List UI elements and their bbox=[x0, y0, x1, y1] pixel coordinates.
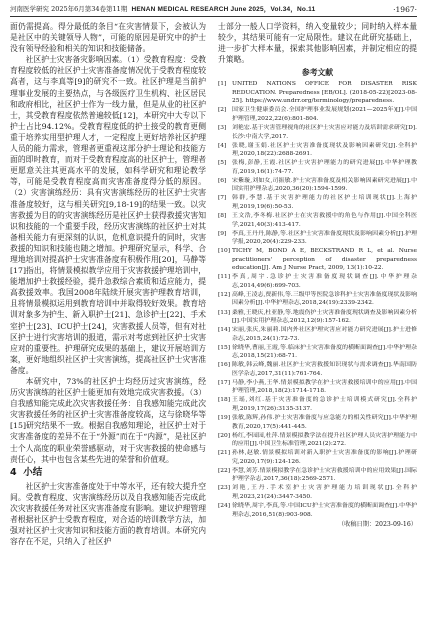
reference-number: [17] bbox=[218, 379, 231, 386]
reference-number: [14] bbox=[218, 327, 231, 334]
reference-item bbox=[218, 326, 417, 343]
reference-number: [4] bbox=[218, 142, 227, 149]
reference-number: [10] bbox=[218, 248, 231, 255]
reference-text: 陈敏,韩云峰,魏丽.社区护士灾害救援知识现状与需求调查[J].华南国防医学杂志,2017,31(11):761-764. bbox=[232, 362, 417, 377]
reference-number: [16] bbox=[218, 362, 231, 369]
reference-item bbox=[218, 502, 417, 519]
reference-item bbox=[218, 159, 417, 176]
reference-item bbox=[218, 273, 417, 290]
reference-number: [7] bbox=[218, 195, 227, 202]
running-header bbox=[10, 4, 417, 17]
reference-number: [11] bbox=[218, 274, 231, 281]
right-column bbox=[218, 21, 417, 619]
reference-text: 桑雅,王晓庆,杜亚静,等.地震伤护士灾害准备度现状调查及影响因素分析[J].中国实用护理杂志,2012,12(9):157-162. bbox=[232, 309, 417, 324]
journal-title bbox=[10, 4, 315, 15]
reference-number: [24] bbox=[218, 503, 231, 510]
reference-text: 韩群,李慧.基于灾害护理能力的社区护士培训现状[J].上海护理,2019,19(6):50-53. bbox=[232, 195, 417, 210]
reference-text: 宋丽,张庆,朱丽莉.国内外社区护理灾害应对能力研究进展[J].护士进修杂志,2015,24(1):72-73. bbox=[232, 327, 417, 342]
reference-item bbox=[218, 344, 417, 361]
body-paragraph: 士部分一般人口学资料，纳入变量较少；同时纳入样本量较少，其结果可能有一定局限性。建议在此研究基础上，进一步扩大样本量，探索其他影响因素，并制定相应的提升策略。 bbox=[218, 22, 417, 65]
reference-text: 张梅,彭静,王霞.社区护士灾害护理能力的研究进展[J].中华护理教育,2019,16(1):74-77. bbox=[232, 160, 417, 175]
reference-text: 徐晓华,曹丽,王霞,等.临床护士灾害准备度的横断面调查[J].中华护理杂志,2018,15(21):68-71. bbox=[232, 344, 417, 360]
reference-text: 李真,王丹丹,陈静,等.社区护士灾害准备度现状及影响因素分析[J].护理学报,2020,20(4):229-233. bbox=[232, 230, 417, 246]
reference-item bbox=[218, 142, 417, 159]
reference-number: [6] bbox=[218, 177, 227, 184]
reference-number: [9] bbox=[218, 230, 227, 237]
section-heading bbox=[10, 466, 206, 480]
reference-number: [20] bbox=[218, 432, 231, 439]
summary-paragraph: 社区护士灾害准备度处于中等水平，还有较大提升空间。受教育程度、灾害演练经历以及自我感知能否完成此次灾害救援任务对社区灾害准备度有影响。建议护理管理者根据社区护士受教育程度，对合适的培训教学方法，加强对社区护士灾害知识和技能方面的教育培训。本研究内容存在不足，只纳入了社区护 bbox=[10, 481, 206, 547]
reference-item bbox=[218, 106, 417, 123]
reference-number: [1] bbox=[218, 81, 227, 88]
journal-title-cn: 河南医学研究 2025年6月第34卷第11期 bbox=[10, 5, 128, 13]
reference-text: 刘艳,王丹.手术室护士灾害护理能力培训现状[J].全科护理,2023,21(24):3447-3450. bbox=[232, 485, 417, 500]
journal-title-en: HENAN MEDICAL RESEARCH June 2025，Vol.34，No.11 bbox=[131, 6, 316, 13]
reference-list bbox=[218, 80, 417, 519]
references-title: 参考文献 bbox=[301, 68, 334, 78]
reference-number: [19] bbox=[218, 415, 231, 422]
reference-number: [12] bbox=[218, 291, 231, 298]
reference-text: 马静,李小燕,王华.情景模拟教学在护士灾害救援培训中的应用[J].中国护理管理,2018,18(2):1714-1718. bbox=[232, 379, 417, 395]
reference-item bbox=[218, 396, 417, 413]
reference-number: [15] bbox=[218, 344, 231, 351]
reference-item bbox=[218, 467, 417, 484]
reference-item bbox=[218, 449, 417, 466]
body-paragraph: 面仍需提高。得分最低的条目“在灾害情景下，会被认为是社区中的关键领导人物”，可能的原因是研究中的护士没有领导经验和相关的知识和技能储备。 bbox=[10, 22, 206, 54]
reference-number: [8] bbox=[218, 213, 227, 220]
reference-number: [21] bbox=[218, 450, 231, 457]
reference-text: 李慧,刘芳.情景模拟教学在急诊护士灾害救援培训中的应用效果[J].国际护理学杂志,2017,36(18):2569-2571. bbox=[232, 467, 417, 483]
reference-text: 王文浩,李冬梅.社区护士在灾害救援中的角色与作用[J].中国全科医学,2021,40(3):413-417. bbox=[232, 213, 417, 228]
reference-item bbox=[218, 212, 417, 229]
body-paragraph: 本研究中，73%的社区护士均经历过灾害演练，经历灾害演练的社区护士能更加有效地完成灾害救援。（3）自我感知能完成此次灾害救援任务：自我感知能完成此次灾害救援任务的社区护士灾害准备度较高，这与徐晓华等[15]研究结果不一致。根据自我感知理论，社区护士对于灾害准备度的差异不在于“外源”而在于“内源”，是社区护士个人高度的职业荣誉感驱动，对于灾害救援的使命感与责任心，其中也包含某些先进的荣誉和价值观。 bbox=[10, 377, 206, 464]
reference-item bbox=[218, 291, 417, 308]
reference-number: [18] bbox=[218, 397, 231, 404]
reference-number: [5] bbox=[218, 160, 227, 167]
reference-item bbox=[218, 124, 417, 141]
page-number: ·1967· bbox=[393, 5, 417, 14]
reference-item bbox=[218, 80, 417, 106]
reference-item bbox=[218, 484, 417, 501]
reference-text: 国家卫生健康委员会.全国护理事业发展规划(2021—2025年)[J].中国护理管理,2022,22(6):801-804. bbox=[232, 107, 417, 122]
reference-number: [22] bbox=[218, 467, 231, 474]
reference-text: UNITED NATIONS OFFICE FOR DISASTER RISK REDUCATION. Preparedness [EB/OL]. (2018-05-22)[2023-08-25]. https://www.undrr.org/terminology/preparedness. bbox=[232, 81, 417, 105]
left-column bbox=[10, 21, 206, 619]
reference-item bbox=[218, 230, 417, 247]
reference-text: 王瑶,刘红.基于灾害准备度的急诊护士培训模式研究[J].全科护理,2019,17(26):3135-3137. bbox=[232, 397, 417, 412]
reference-item bbox=[218, 414, 417, 431]
reference-text: 杨红,李园园,杜萍.情景模拟教学法在提升社区护理人员灾害护理能力中的应用[J].中国卫生标准管理,2021(2):272. bbox=[232, 432, 417, 448]
body-paragraph: 社区护士灾害备灾影响因素。（1）受教育程度：受教育程度较低的社区护士灾害准备度情况优于受教育程度较高者，这与李真等[9]的研究不一致。社区护理是当前护理事业发展的主要热点，与各级医疗卫生机构、社区居民和政府相比，社区护士作为一线力量，但是从业的社区护士，其受教育程度依然普遍较低[12]，本研究中大专以下护士占比94.12%。受教育程度低的护士接受的教育更侧重于培养实用型护理人才，一定程度上更好培养社区护理人员的能力需求，管理者更重视这部分护士理论和技能方面的即时教育，而对于受教育程度高的社区护士，管理者更愿意关注其更高水平的发展，如科学研究和理论教学等，可能是受教育程度高而灾害准备度得分低的原因。（2）灾害演练经历：具有灾害演练经历的社区护士灾害准备度较好，这与相关研究[9,18-19]的结果一致。以灾害救援为目的的灾害演练经历是社区护士获得救援灾害知识和技能的一个重要手段，经历灾害演练的社区护士对其备相关能力有更深刻的认识，危机意识提升的同时，灾害救援的知识和技能也随之增加。护理研究显示，科学、合理地培训对提高护士灾害准备度有积极作用[20]，马静等[17]指出，将情景模拟教学应用于灾害救援护理培训中，能增加护士救援经验，提升急救综合素质和适应能力，提高救援效率。我国2008年陆续开展灾害护理教育培训，且将情景模拟运用到教育培训中并取得较好效果。教育培训对象多为护生、新入职护士[21]、急诊护士[22]、手术室护士[23]、ICU护士[24]，灾害救援人员等，但有对社区护士进行灾害培训的报道，需示对考虑到社区护士灾害应对的重要性。护理研究成果的基础上，建议开展培训方案，更好地组织社区护士灾害演练，提高社区护士灾害准备度。 bbox=[10, 55, 206, 375]
section-title: 小结 bbox=[23, 466, 43, 478]
reference-number: [3] bbox=[218, 125, 227, 132]
reference-item bbox=[218, 177, 417, 194]
reference-item bbox=[218, 379, 417, 396]
section-number: 4 bbox=[10, 466, 17, 478]
reference-text: 宋紫璇,刘如女,司振敏.护士灾害准备度及相关影响因素研究进展[J].中国实用护理杂志,2020,36(20):1594-1599. bbox=[232, 177, 417, 193]
reference-number: [2] bbox=[218, 107, 227, 114]
reference-text: 张晓,谢玉娟.社区护士灾害准备度现状及影响因素研究[J].全科护理,2020,18(22):2688-2691. bbox=[232, 142, 417, 158]
reference-item bbox=[218, 309, 417, 326]
reference-text: 孙林,赵敏.情景模拟培训对新入职护士灾害准备度的影响[J].护理研究,2020,17(9):124-126. bbox=[232, 450, 417, 465]
reference-text: 李真,周宇.急诊护士灾害准备度现状调查[J].中华护理杂志,2014,49(6):699-703. bbox=[232, 274, 417, 289]
reference-number: [23] bbox=[218, 485, 231, 492]
reference-item bbox=[218, 432, 417, 449]
reference-item bbox=[218, 247, 417, 273]
reference-item bbox=[218, 194, 417, 211]
reference-text: 徐晓华,周宇,李真,等.中国ICU护士灾害准备度的横断面调查[J].中华护理杂志,2016,51(8):903-908. bbox=[232, 503, 417, 518]
reference-text: 高峰,王凌志,贾新伟,等.三级甲等医院急诊科护士灾害准备度现状及影响因素分析[J].中华护理杂志,2018,24(19):2339-2342. bbox=[232, 291, 417, 307]
reference-item bbox=[218, 361, 417, 378]
received-date: （收稿日期：2023-09-16） bbox=[338, 521, 417, 529]
reference-text: TICHY M, BOND A E, BECKSTRAND R L, et al. Nurse practitioners' perception of disaster preparedness education[J]. Am J Nurse Pract, 2009, 13(1):10-22. bbox=[232, 248, 417, 272]
reference-text: 张敏,陈辉,孙伟.护士灾害准备度与应急能力的相关性研究[J].中华护理教育,2020,17(5):441-445. bbox=[232, 415, 417, 430]
reference-number: [13] bbox=[218, 309, 231, 316]
reference-text: 刘艳宏.基于灾害管理视角的社区护士灾害应对能力及培训需求研究[D].长沙:中南大学,2017. bbox=[232, 125, 417, 140]
